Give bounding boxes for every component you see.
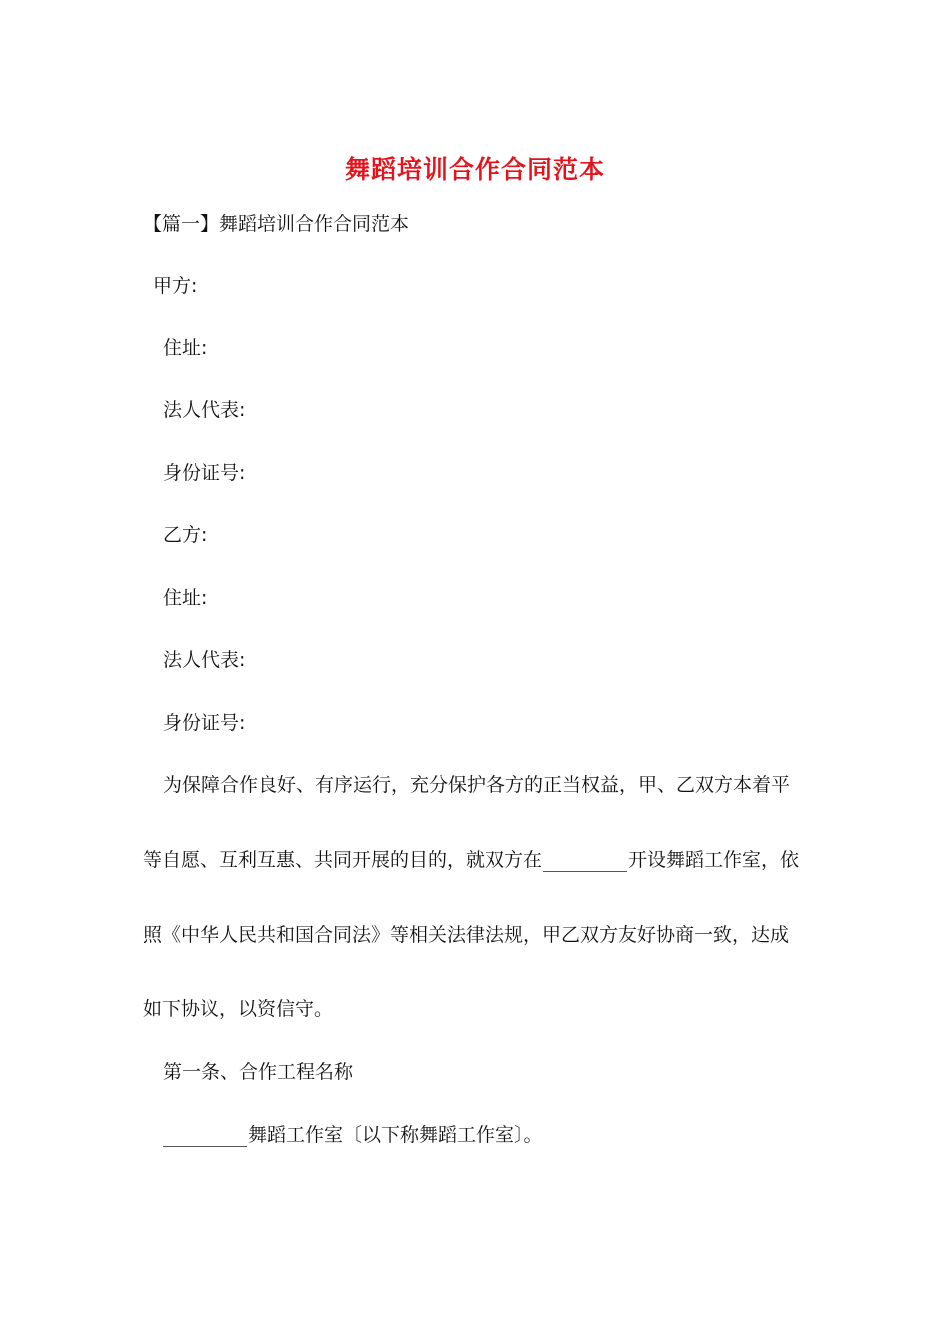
party-b-label: 乙方:	[163, 524, 208, 546]
party-a-id-number: 身份证号:	[163, 462, 246, 484]
party-a-label: 甲方:	[153, 275, 198, 297]
preamble-line-2-after: 开设舞蹈工作室，依	[628, 849, 800, 871]
document-title: 舞蹈培训合作合同范本	[344, 155, 605, 184]
article-1-body-text: 舞蹈工作室〔以下称舞蹈工作室〕。	[248, 1124, 543, 1146]
preamble-line-1: 为保障合作良好、有序运行，充分保护各方的正当权益，甲、乙双方本着平	[163, 774, 791, 796]
article-1-body	[162, 1123, 543, 1147]
party-b-id-number: 身份证号:	[163, 712, 246, 734]
article-1-heading: 第一条、合作工程名称	[163, 1061, 354, 1083]
preamble-line-3: 照《中华人民共和国合同法》等相关法律法规，甲乙双方友好协商一致，达成	[143, 924, 790, 946]
party-b-legal-rep: 法人代表:	[163, 649, 246, 671]
party-a-legal-rep: 法人代表:	[163, 399, 246, 421]
section-heading: 【篇一】舞蹈培训合作合同范本	[143, 213, 410, 235]
studio-name-blank	[163, 1128, 247, 1147]
location-blank	[543, 853, 627, 872]
preamble-line-2-before: 等自愿、互利互惠、共同开展的目的，就双方在	[143, 849, 543, 871]
party-b-address: 住址:	[163, 587, 208, 609]
party-a-address: 住址:	[163, 337, 208, 359]
preamble-line-4: 如下协议，以资信守。	[143, 998, 334, 1020]
preamble-line-2	[143, 848, 799, 872]
